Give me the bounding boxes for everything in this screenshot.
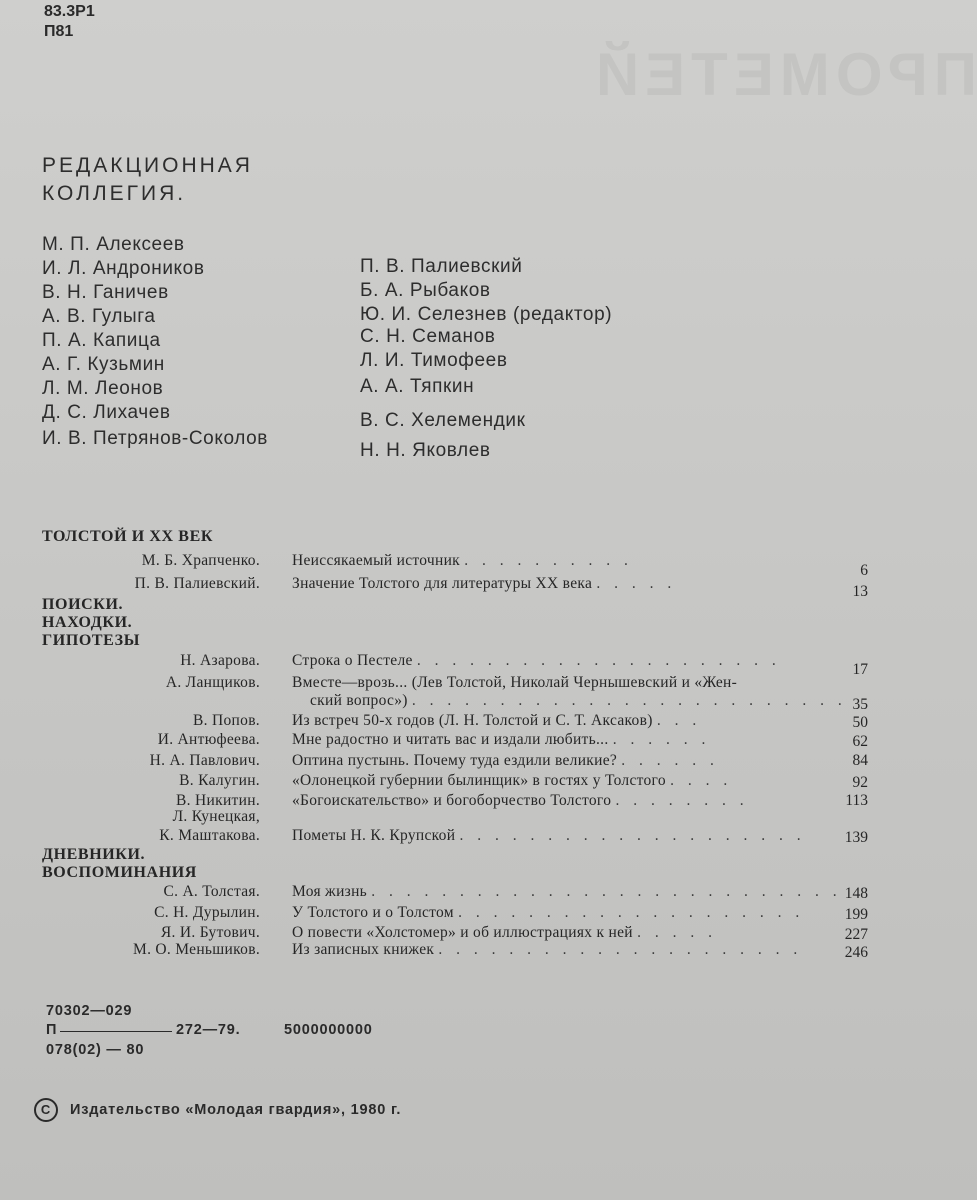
toc-row (0, 883, 900, 905)
leader-dots: . . . . . . . . (615, 792, 749, 809)
toc-title (292, 752, 719, 770)
toc-page: 227 (844, 926, 868, 943)
toc-title-text: «Богоискательство» и богоборчество Толстого (292, 792, 612, 809)
toc-row (0, 552, 900, 579)
toc-author: П. В. Палиевский. (134, 575, 260, 592)
leader-dots: . . . . . . (621, 752, 719, 769)
toc-title-text: Строка о Пестеле (292, 652, 413, 669)
leader-dots: . . . . . . . . . . . . . . . . . . . . . (416, 652, 781, 669)
toc-title (292, 941, 802, 959)
board-title-line1: РЕДАКЦИОННАЯ (42, 154, 253, 177)
leader-dots: . . . . . . (612, 731, 711, 748)
member-left: П. А. Капица (42, 330, 161, 351)
publisher-text: Издательство «Молодая гвардия», 1980 г. (70, 1101, 402, 1118)
member-left: В. Н. Ганичев (42, 282, 169, 303)
toc-row (0, 652, 900, 678)
leader-dots: . . . . . (596, 575, 677, 592)
toc-title-text: Оптина пустынь. Почему туда ездили великие? (292, 752, 618, 769)
toc-row (0, 904, 900, 926)
leader-dots: . . . . . . . . . . (464, 552, 633, 569)
toc-author: А. Ланщиков. (165, 674, 260, 691)
section-heading: ВОСПОМИНАНИЯ (42, 864, 197, 881)
member-right: Б. А. Рыбаков (360, 280, 491, 301)
toc-page: 35 (852, 696, 868, 713)
toc-title (292, 731, 710, 749)
toc-page: 13 (852, 583, 868, 600)
imprint-code-mid: 272—79. (176, 1022, 241, 1038)
member-left: А. Г. Кузьмин (42, 354, 165, 375)
leader-dots: . . . . . . . . . . . . . . . . . . . . (458, 904, 805, 921)
show-through-text: ПРОМЕТЕЙ (590, 41, 977, 108)
imprint-code-bottom: 078(02) — 80 (46, 1042, 145, 1058)
toc-page: 92 (852, 774, 868, 791)
leader-dots: . . . . (670, 772, 733, 789)
udc-line2: П81 (44, 23, 74, 40)
toc-title (292, 883, 842, 901)
toc-row (0, 752, 900, 774)
toc-title (310, 692, 847, 710)
toc-title-text: Из записных книжек (292, 941, 435, 958)
toc-page: 199 (844, 906, 868, 923)
toc-title (292, 904, 804, 922)
section-heading: ТОЛСТОЙ И XX ВЕК (42, 528, 214, 545)
toc-row (0, 772, 900, 794)
toc-author: В. Калугин. (179, 772, 260, 789)
member-left: И. Л. Андроников (42, 258, 205, 279)
section-heading: ДНЕВНИКИ. (42, 846, 146, 863)
toc-author: Н. А. Павлович. (149, 752, 260, 769)
copyright-icon: С (34, 1098, 58, 1122)
toc-title-text: Пометы Н. К. Крупской (292, 827, 456, 844)
leader-dots: . . . . . . . . . . . . . . . . . . . . . . . . . (411, 692, 847, 709)
toc-row (0, 941, 900, 963)
toc-author: М. О. Меньшиков. (132, 941, 260, 958)
toc-row (0, 731, 900, 753)
toc-title-text: Мне радостно и читать вас и издали любить... (292, 731, 609, 748)
member-right: В. С. Хелемендик (360, 410, 526, 431)
toc-author: В. Никитин. (176, 792, 260, 809)
toc-title (292, 712, 701, 730)
udc-line1: 83.3Р1 (44, 3, 95, 20)
toc-author: Я. И. Бутович. (160, 924, 260, 941)
toc-title (292, 827, 806, 845)
toc-title (292, 552, 633, 570)
fraction-line (60, 1031, 172, 1032)
toc-page: 84 (852, 752, 868, 769)
toc-title-text: Неиссякаемый источник (292, 552, 461, 569)
member-left: И. В. Петрянов-Соколов (42, 428, 268, 449)
member-right: А. А. Тяпкин (360, 376, 475, 397)
imprint-code-left: П (46, 1022, 58, 1038)
member-left: Л. М. Леонов (42, 378, 164, 399)
leader-dots: . . . . . (637, 924, 717, 941)
toc-author: В. Попов. (193, 712, 260, 729)
toc-author: М. Б. Храпченко. (141, 552, 260, 569)
section-heading: ПОИСКИ. (42, 596, 124, 613)
toc-author: Н. Азарова. (180, 652, 260, 669)
member-right: Л. И. Тимофеев (360, 350, 508, 371)
toc-title (292, 772, 732, 790)
toc-page: 148 (844, 885, 868, 902)
member-left: А. В. Гулыга (42, 306, 156, 327)
leader-dots: . . . (656, 712, 702, 729)
member-right: Н. Н. Яковлев (360, 440, 491, 461)
toc-title (292, 924, 717, 942)
member-right: Ю. И. Селезнев (редактор) (360, 304, 613, 325)
toc-author: С. А. Толстая. (163, 883, 260, 900)
leader-dots: . . . . . . . . . . . . . . . . . . . . . . . . . . . (371, 883, 842, 900)
toc-title (292, 575, 676, 593)
toc-author: И. Антюфеева. (157, 731, 260, 748)
leader-dots: . . . . . . . . . . . . . . . . . . . . . (438, 941, 803, 958)
toc-title-text: Моя жизнь (292, 883, 368, 900)
toc-title-text: О повести «Холстомер» и об иллюстрациях к ней (292, 924, 633, 941)
toc-title: Вместе—врозь... (Лев Толстой, Николай Чернышевский и «Жен- (292, 674, 738, 691)
leader-dots: . . . . . . . . . . . . . . . . . . . . (459, 827, 806, 844)
copyright-line (34, 1098, 401, 1122)
toc-author: С. Н. Дурылин. (154, 904, 260, 921)
toc-row (0, 692, 900, 714)
toc-page: 50 (852, 714, 868, 731)
imprint-code-top: 70302—029 (46, 1003, 133, 1019)
toc-page: 6 (860, 562, 868, 579)
toc-title-text: ский вопрос») (310, 692, 408, 709)
toc-row (0, 575, 900, 600)
board-members (0, 0, 900, 480)
toc-title (292, 652, 781, 670)
section-heading: ГИПОТЕЗЫ (42, 632, 141, 649)
member-right: П. В. Палиевский (360, 256, 523, 277)
toc-title-text: Значение Толстого для литературы XX века (292, 575, 593, 592)
section-heading: НАХОДКИ. (42, 614, 133, 631)
member-left: Д. С. Лихачев (42, 402, 171, 423)
toc-title-text: У Толстого и о Толстом (292, 904, 454, 921)
member-left: М. П. Алексеев (42, 234, 185, 255)
toc-page: 113 (845, 792, 868, 809)
toc-page: 139 (844, 829, 868, 846)
toc-page: 246 (844, 944, 868, 961)
board-title-line2: КОЛЛЕГИЯ. (42, 182, 187, 205)
toc-title-text: Из встреч 50-х годов (Л. Н. Толстой и С. Т. Аксаков) (292, 712, 653, 729)
toc-author: К. Маштакова. (159, 827, 260, 844)
toc-page: 17 (852, 661, 868, 678)
imprint-code-right: 5000000000 (284, 1022, 373, 1038)
toc-title-text: «Олонецкой губернии былинщик» в гостях у Толстого (292, 772, 666, 789)
toc-page: 62 (852, 733, 868, 750)
member-right: С. Н. Семанов (360, 326, 496, 347)
toc-author: Л. Кунецкая, (172, 808, 260, 825)
